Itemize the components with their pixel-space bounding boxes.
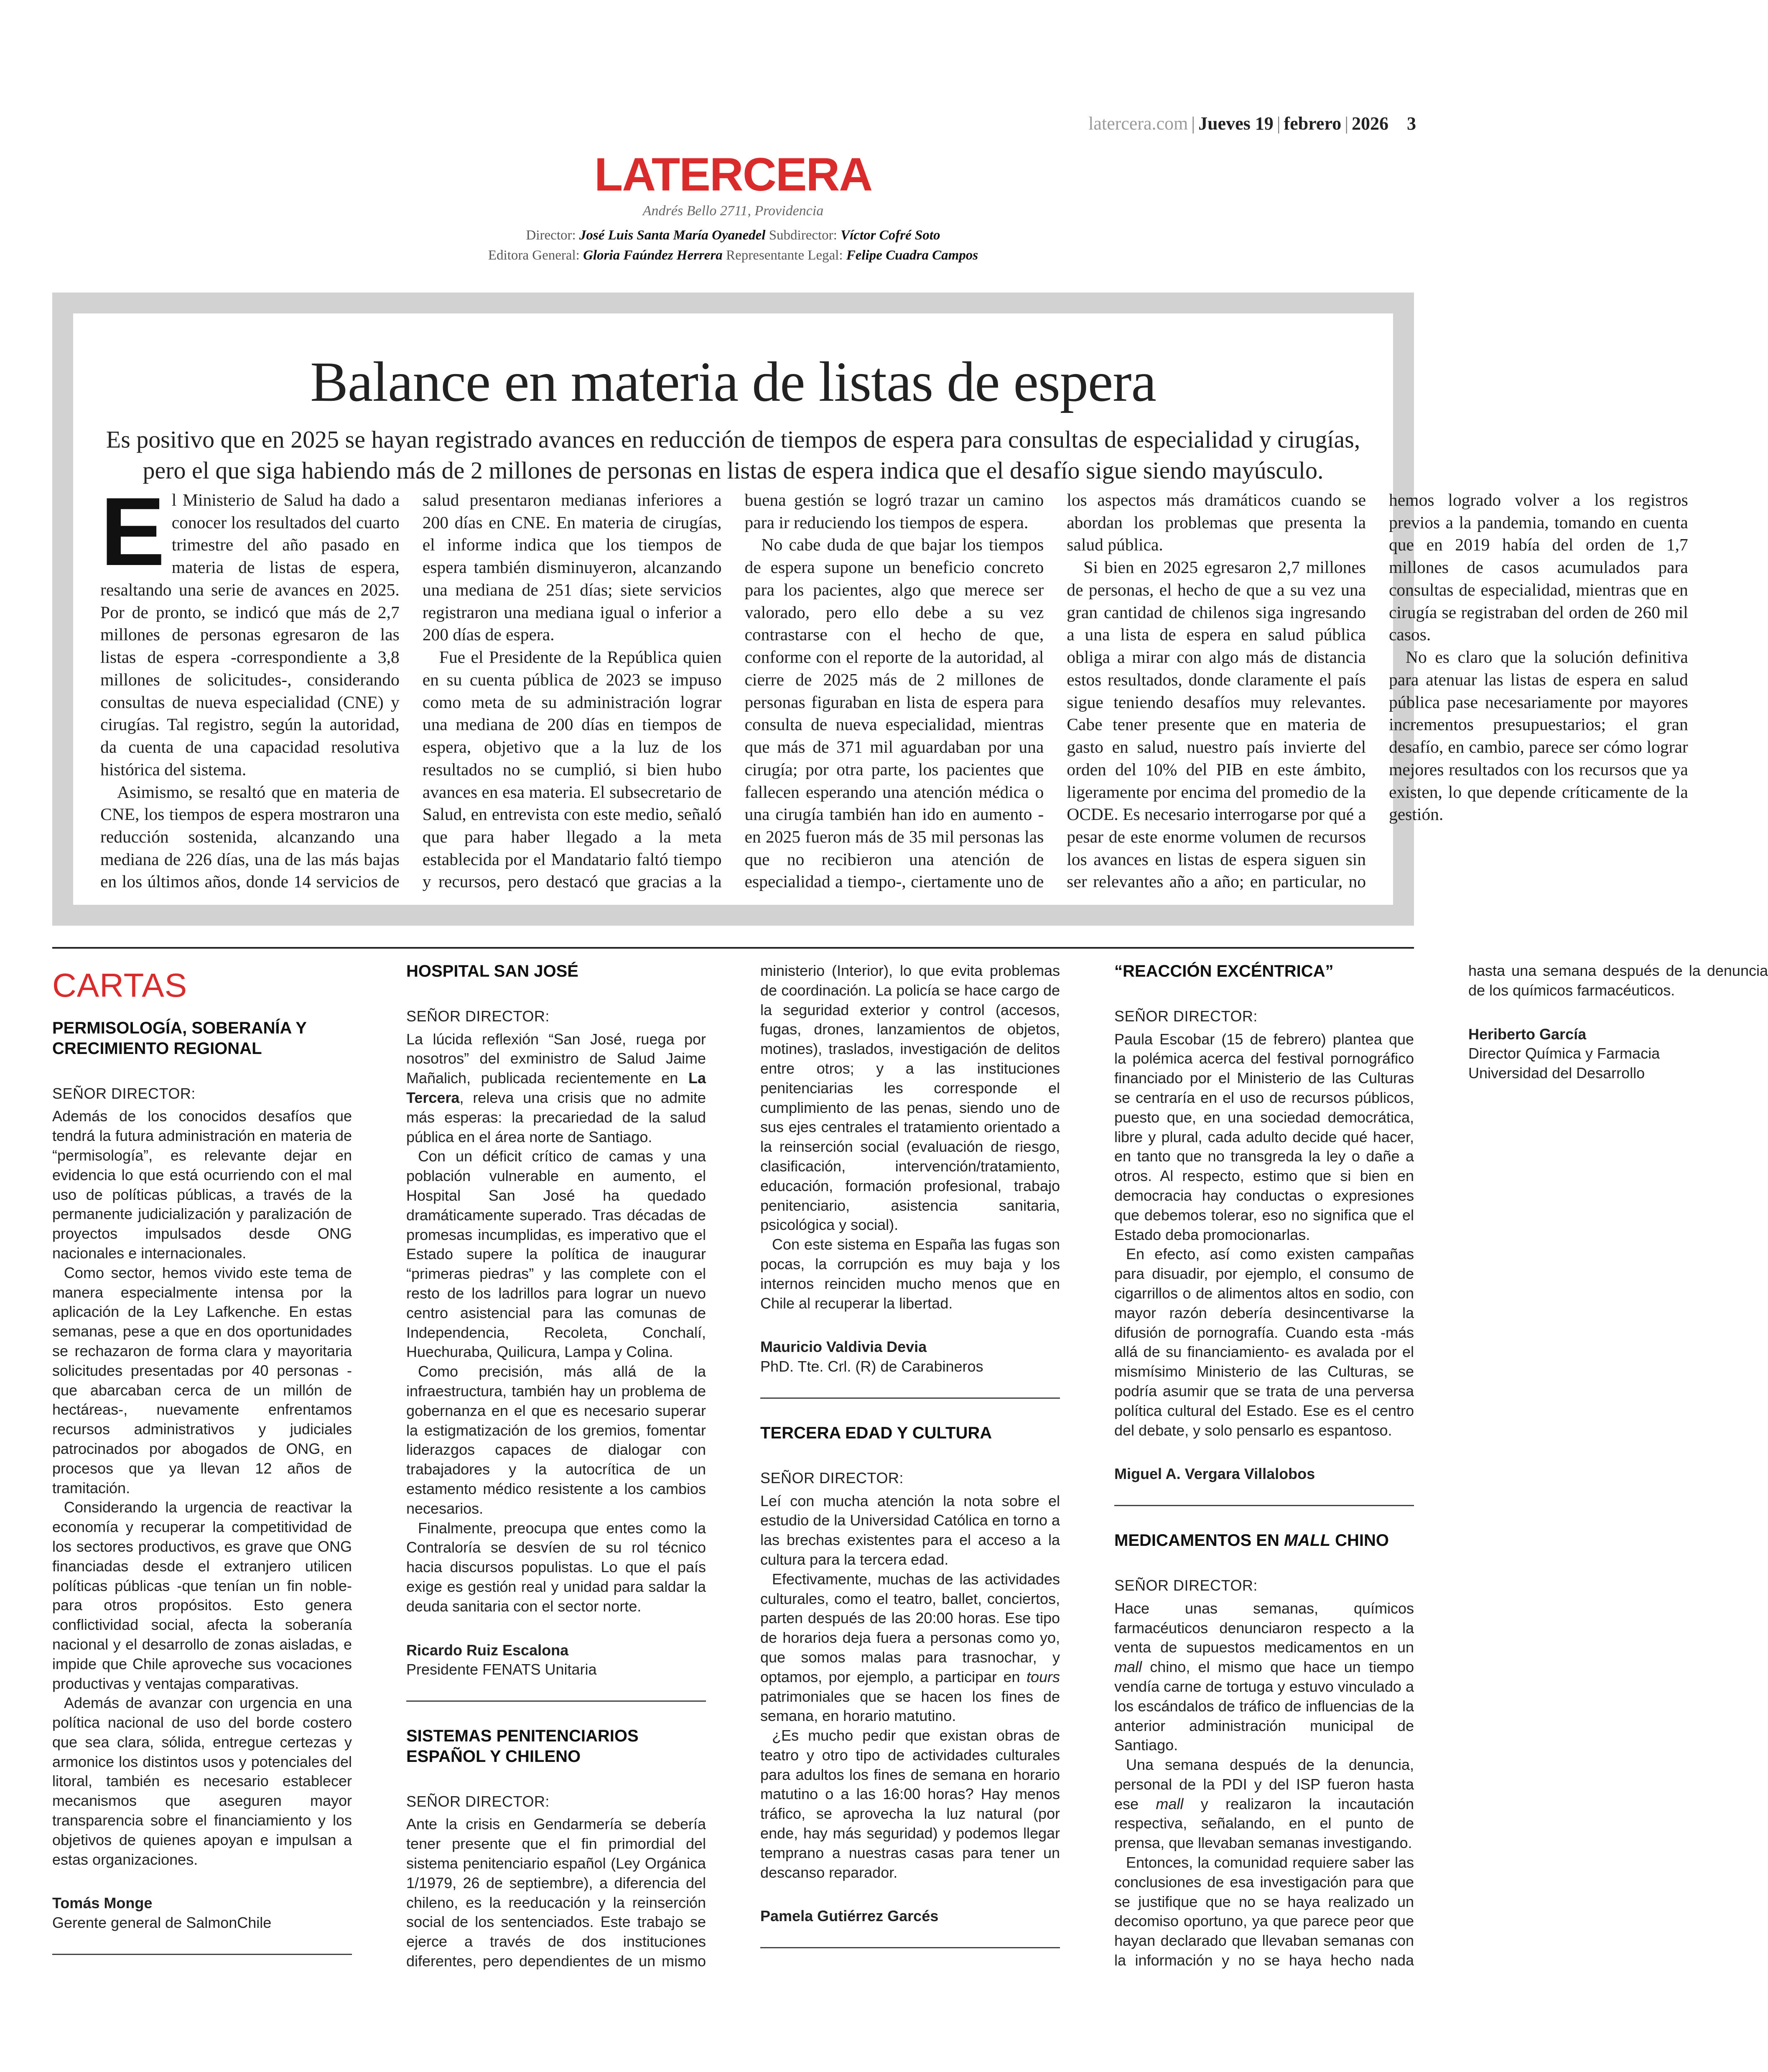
letter-paragraph: Paula Escobar (15 de febrero) plantea que la polémica acerca del festival pornográfico financiado por el Ministerio de las Culturas se centraría en el uso de recursos públicos, puesto que, en una sociedad democrática, libre y plural, cada adulto decide qué hacer, en tanto que no transgreda la ley o dañe a otros. Al respecto, estimo que si bien en democracia hay conductas o expresiones que debemos tolerar, eso no significa que el Estado deba promocionarlas.	[1114, 1030, 1414, 1243]
editora-label: Editora General:	[488, 247, 580, 263]
subdirector-label: Subdirector:	[769, 228, 837, 243]
letter-signature: Heriberto García	[1468, 1025, 1587, 1043]
editorial-title: Balance en materia de listas de espera	[310, 351, 1156, 413]
letter-signer-affiliation: Universidad del Desarrollo	[1468, 1064, 1645, 1082]
letter-signature: Pamela Gutiérrez Garcés	[760, 1907, 939, 1925]
letter-signer-role: PhD. Tte. Crl. (R) de Carabineros	[760, 1358, 983, 1375]
letter-divider	[1114, 1505, 1414, 1506]
section-title: CARTAS	[52, 967, 188, 1004]
address: Andrés Bello 2711, Providencia	[642, 203, 824, 219]
letter-signer-role: Gerente general de SalmonChile	[52, 1914, 272, 1932]
newspaper-name-ref: La Tercera	[406, 1069, 706, 1106]
letter-paragraph: En efecto, así como existen campañas para disuadir, por ejemplo, el consumo de cigarrillos o de alimentos altos en sodio, con mayor razón debería desincentivarse la difusión de pornografía. Cuando esta -más allá de su financiamiento- es avalada por el mismísimo Ministerio de las Culturas, se podría asumir que se trata de una perversa política cultural del Estado. Ese es el centro del debate, y solo pensarlo es espantoso.	[1114, 1245, 1414, 1439]
letter-signature: Tomás Monge	[52, 1894, 153, 1912]
letter-signature: Miguel A. Vergara Villalobos	[1114, 1465, 1315, 1483]
director-label: Director:	[526, 228, 576, 243]
letter-paragraph: Una semana después de la denuncia, personal de la PDI y del ISP fueron hasta ese mall y realizaron la incautación respectiva, señalando, en el punto de prensa, que llevaban semanas investigando.	[1114, 1756, 1414, 1852]
letter-title: MEDICAMENTOS EN MALL CHINO	[1114, 1531, 1389, 1550]
letter-paragraph: Entonces, la comunidad requiere saber las conclusiones de esa investigación para que se justifique que no se haya realizado un decomiso oportuno, ya que parece peor que hayan declarado que llevaban semanas con la información y no se haya hecho nada hasta una semana después de la denuncia de los químicos farmacéuticos.	[1114, 962, 1768, 1969]
letter-title: HOSPITAL SAN JOSÉ	[406, 962, 578, 980]
subdirector-name: Víctor Cofré Soto	[841, 228, 940, 243]
masthead	[0, 148, 1466, 266]
editorial-paragraph: Si bien en 2025 egresaron 2,7 millones de personas, el hecho de que a su vez una gran cantidad de chilenos siga ingresando a una lista de espera en salud pública obliga a mirar con algo más de distancia estos resultados, donde claramente el país sigue teniendo desafíos muy relevantes. Cabe tener presente que en materia de gasto en salud, nuestro país invierte del orden del 10% del PIB en este ámbito, ligeramente por encima del promedio de la OCDE. Es necesario interrogarse por qué a pesar de este enorme volumen de recursos los avances en listas de espera siguen sin ser relevantes año a año; en particular, no hemos logrado volver a los registros previos a la pandemia, tomando en cuenta que en 2019 había del orden de 1,7 millones de casos acumulados para consultas de especialidad, mientras que en cirugía se registraban del orden de 260 mil casos.	[1067, 490, 1688, 891]
letter-title: “REACCIÓN EXCÉNTRICA”	[1114, 962, 1334, 980]
letter-paragraph: Finalmente, preocupa que entes como la Contraloría se desvíen de su rol técnico hacia discursos populistas. Lo que el país exige es gestión real y unidad para saldar la deuda sanitaria con el sector norte.	[406, 1519, 706, 1615]
letter-divider	[760, 1947, 1060, 1948]
letter-signer-role: Director Química y Farmacia	[1468, 1045, 1660, 1062]
letter-paragraph: Considerando la urgencia de reactivar la economía y recuperar la competitividad de los sectores productivos, es grave que ONG financiadas desde el extranjero utilicen políticas públicas -que tenían un fin noble- para otros propósitos. Esto genera conflictividad social, afecta la soberanía nacional y el desarrollo de zonas aisladas, e impide que Chile aproveche sus vocaciones productivas y ventajas comparativas.	[52, 1499, 352, 1692]
editorial-paragraph: El Ministerio de Salud ha dado a conocer los resultados del cuarto trimestre del año pasado en materia de listas de espera, resaltando una serie de avances en 2025. Por de pronto, se indicó que más de 2,7 millones de personas egresaron de las listas de espera -correspondiente a 3,8 millones de solicitudes-, considerando consultas de nueva especialidad (CNE) y cirugías. Tal registro, según la autoridad, da cuenta de una capacidad resolutiva histórica del sistema.	[100, 478, 400, 779]
letter-paragraph: Además de los conocidos desafíos que tendrá la futura administración en materia de “permisología”, es relevante dejar en evidencia lo que está ocurriendo con el mal uso de políticas públicas, a través de la permanente judicialización y paralización de proyectos impulsados desde ONG nacionales e internacionales.	[52, 1107, 352, 1262]
letter-divider	[406, 1700, 706, 1702]
letter-paragraph: Como sector, hemos vivido este tema de manera especialmente intensa por la aplicación de la Ley Lafkenche. En estas semanas, pese a que en dos oportunidades se rechazaron de forma clara y mayoritaria solicitudes presentadas por 40 personas -que abarcaban cerca de un millón de hectáreas-, nuevamente enfrentamos recursos administrativos y judiciales patrocinados por abogados de ONG, en procesos que ya llevan 12 años de tramitación.	[52, 1264, 352, 1497]
rep-name: Felipe Cuadra Campos	[846, 247, 978, 263]
letter-paragraph: La lúcida reflexión “San José, ruega por nosotros” del exministro de Salud Jaime Mañalich, publicada recientemente en La Tercera, releva una crisis que no admite más esperas: la precariedad de la salud pública en el área norte de Santiago.	[406, 1030, 706, 1145]
section-divider	[52, 947, 1414, 949]
salutation: SEÑOR DIRECTOR:	[406, 1007, 550, 1025]
page-header-line: latercera.com | Jueves 19 | febrero | 2026 3	[1088, 113, 1416, 134]
letter-signature: Ricardo Ruiz Escalona	[406, 1641, 569, 1659]
staff-credits	[0, 226, 1466, 266]
editorial-lead: Es positivo que en 2025 se hayan registrado avances en reducción de tiempos de espera para consultas de especialidad y cirugías, pero el que siga habiendo más de 2 millones de personas en listas de espera indica que el desafío sigue siendo mayúsculo.	[106, 426, 1360, 484]
letter-title: SISTEMAS PENITENCIARIOS ESPAÑOL Y CHILENO	[406, 1727, 639, 1766]
editorial-paragraph: Fue el Presidente de la República quien en su cuenta pública de 2023 se impuso como meta de su administración lograr una mediana de 200 días en tiempos de espera, objetivo que a la luz de los resultados no se cumplió, si bien hubo avances en esa materia. El subsecretario de Salud, en entrevista con este medio, señaló que para haber llegado a la meta establecida por el Mandatario faltó tiempo y recursos, pero destacó que gracias a la buena gestión se logró trazar un camino para ir reduciendo los tiempos de espera.	[422, 490, 1044, 891]
letter-signer-role: Presidente FENATS Unitaria	[406, 1661, 597, 1678]
letter-paragraph: Leí con mucha atención la nota sobre el estudio de la Universidad Católica en torno a las brechas existentes para el acceso a la cultura para la tercera edad.	[760, 1492, 1060, 1568]
rep-label: Representante Legal:	[726, 247, 843, 263]
director-name: José Luis Santa María Oyanedel	[579, 228, 766, 243]
date-year: 2026	[1352, 113, 1388, 134]
salutation: SEÑOR DIRECTOR:	[406, 1792, 550, 1810]
date-month: febrero	[1284, 113, 1342, 134]
salutation: SEÑOR DIRECTOR:	[1114, 1007, 1258, 1025]
editorial-box	[52, 293, 1688, 926]
letter-paragraph: ¿Es mucho pedir que existan obras de teatro y otro tipo de actividades culturales para adultos los fines de semana en horario matutino o a las 16:00 horas? Hay menos tráfico, se aprovecha la luz natural (por ende, hay más seguridad) y podemos llegar temprano a nuestras casas para tener un descanso reparador.	[760, 1727, 1060, 1881]
letter-divider	[760, 1397, 1060, 1399]
drop-cap: E	[100, 478, 165, 586]
salutation: SEÑOR DIRECTOR:	[760, 1469, 904, 1487]
editorial-paragraph: Asimismo, se resaltó que en materia de CNE, los tiempos de espera mostraron una reducción sostenida, alcanzando una mediana de 226 días, una de las más bajas en los últimos años, donde 14 servicios de salud presentaron medianas inferiores a 200 días en CNE. En materia de cirugías, el informe indica que los tiempos de espera también disminuyeron, alcanzando una mediana de 251 días; siete servicios registraron una mediana igual o inferior a 200 días de espera.	[100, 490, 722, 891]
letter-paragraph: Como precisión, más allá de la infraestructura, también hay un problema de gobernanza en el que es necesario superar la estigmatización de los gremios, fomentar liderazgos capaces de dialogar con trabajadores y la autocrítica de un estamento médico resistente a los cambios necesarios.	[406, 1363, 706, 1517]
date-day: Jueves 19	[1198, 113, 1274, 134]
letters-section	[52, 961, 1768, 1981]
editorial-body	[100, 478, 1688, 907]
letter-paragraph: Además de avanzar con urgencia en una política nacional de uso del borde costero que sea clara, sólida, entregue certezas y armonice los distintos usos y potenciales del litoral, también es necesario establecer mecanismos que aseguren mayor transparencia sobre el financiamiento y los objetivos de quienes apoyan e impulsan a estas organizaciones.	[52, 1694, 352, 1868]
newspaper-logo: LATERCERA	[594, 148, 872, 201]
letter-title: PERMISOLOGÍA, SOBERANÍA Y CRECIMIENTO REGIONAL	[52, 1019, 307, 1058]
letter-paragraph: Efectivamente, muchas de las actividades culturales, como el teatro, ballet, conciertos, parten después de las 20:00 horas. Ese tipo de horarios deja fuera a personas como yo, que somos malas para trasnochar, y optamos, por ejemplo, a participar en tours patrimoniales que se hacen los fines de semana, en horario matutino.	[760, 1570, 1060, 1725]
editorial-inner	[73, 313, 1688, 905]
letter-paragraph: Con un déficit crítico de camas y una población vulnerable en aumento, el Hospital San José ha quedado dramáticamente superado. Tras décadas de promesas incumplidas, es imperativo que el Estado supere la política de inaugurar “primeras piedras” y las complete con el resto de los ladrillos para lograr un nuevo centro asistencial para las comunas de Independencia, Recoleta, Conchalí, Huechuraba, Quilicura, Lampa y Colina.	[406, 1148, 706, 1361]
letter-title: TERCERA EDAD Y CULTURA	[760, 1423, 992, 1442]
letter-paragraph: Ante la crisis en Gendarmería se debería tener presente que el fin primordial del sistema penitenciario español (Ley Orgánica 1/1979, 26 de septiembre), a diferencia del chileno, es la reeducación y la reinserción social de los sentenciados. Este trabajo se ejerce a través de dos instituciones diferentes, pero dependientes de un mismo ministerio (Interior), lo que evita problemas de coordinación. La policía se hace cargo de la seguridad exterior y control (accesos, fugas, drones, lanzamientos de objetos, motines), traslados, investigación de delitos entre otros; y a las instituciones penitenciarias les corresponde el cumplimiento de las penas, siendo uno de sus ejes centrales el tratamiento orientado a la reinserción social (evaluación de riesgo, clasificación, intervención/tratamiento, educación, formación profesional, trabajo penitenciario, asistencia sanitaria, psicológica y social).	[406, 962, 1060, 1970]
letter-divider	[52, 1954, 352, 1955]
site-url[interactable]: latercera.com	[1088, 113, 1188, 134]
salutation: SEÑOR DIRECTOR:	[52, 1084, 196, 1102]
letter-signature: Mauricio Valdivia Devia	[760, 1338, 927, 1356]
letter-paragraph: Hace unas semanas, químicos farmacéuticos denunciaron respecto a la venta de supuestos medicamentos en un mall chino, el mismo que hace un tiempo vendía carne de tortuga y estuvo vinculado a los escándalos de tráfico de influencias de la anterior administración municipal de Santiago.	[1114, 1599, 1414, 1754]
editorial-paragraph: No es claro que la solución definitiva para atenuar las listas de espera en salud pública pase necesariamente por mayores incrementos presupuestarios; el gran desafío, en cambio, parece ser cómo lograr mejores resultados con los recursos que ya existen, lo que depende críticamente de la gestión.	[1389, 647, 1688, 824]
editora-name: Gloria Faúndez Herrera	[583, 247, 723, 263]
salutation: SEÑOR DIRECTOR:	[1114, 1576, 1258, 1594]
page-number: 3	[1407, 113, 1416, 134]
editorial-paragraph: No cabe duda de que bajar los tiempos de espera supone un beneficio concreto para los pacientes, algo que merece ser valorado, pero ello debe a su vez contrastarse con el hecho de que, conforme con el reporte de la autoridad, al cierre de 2025 más de 2 millones de personas figuraban en lista de espera para consulta de nueva especialidad, mientras que más de 371 mil aguardaban por una cirugía; por otra parte, los pacientes que fallecen esperando una atención médica o una cirugía también han ido en aumento -en 2025 fueron más de 35 mil personas las que no recibieron una atención de especialidad a tiempo-, ciertamente uno de los aspectos más dramáticos cuando se abordan los problemas que presenta la salud pública.	[744, 490, 1366, 891]
letter-paragraph: Con este sistema en España las fugas son pocas, la corrupción es muy baja y los internos reinciden mucho menos que en Chile al recuperar la libertad.	[760, 1236, 1060, 1312]
